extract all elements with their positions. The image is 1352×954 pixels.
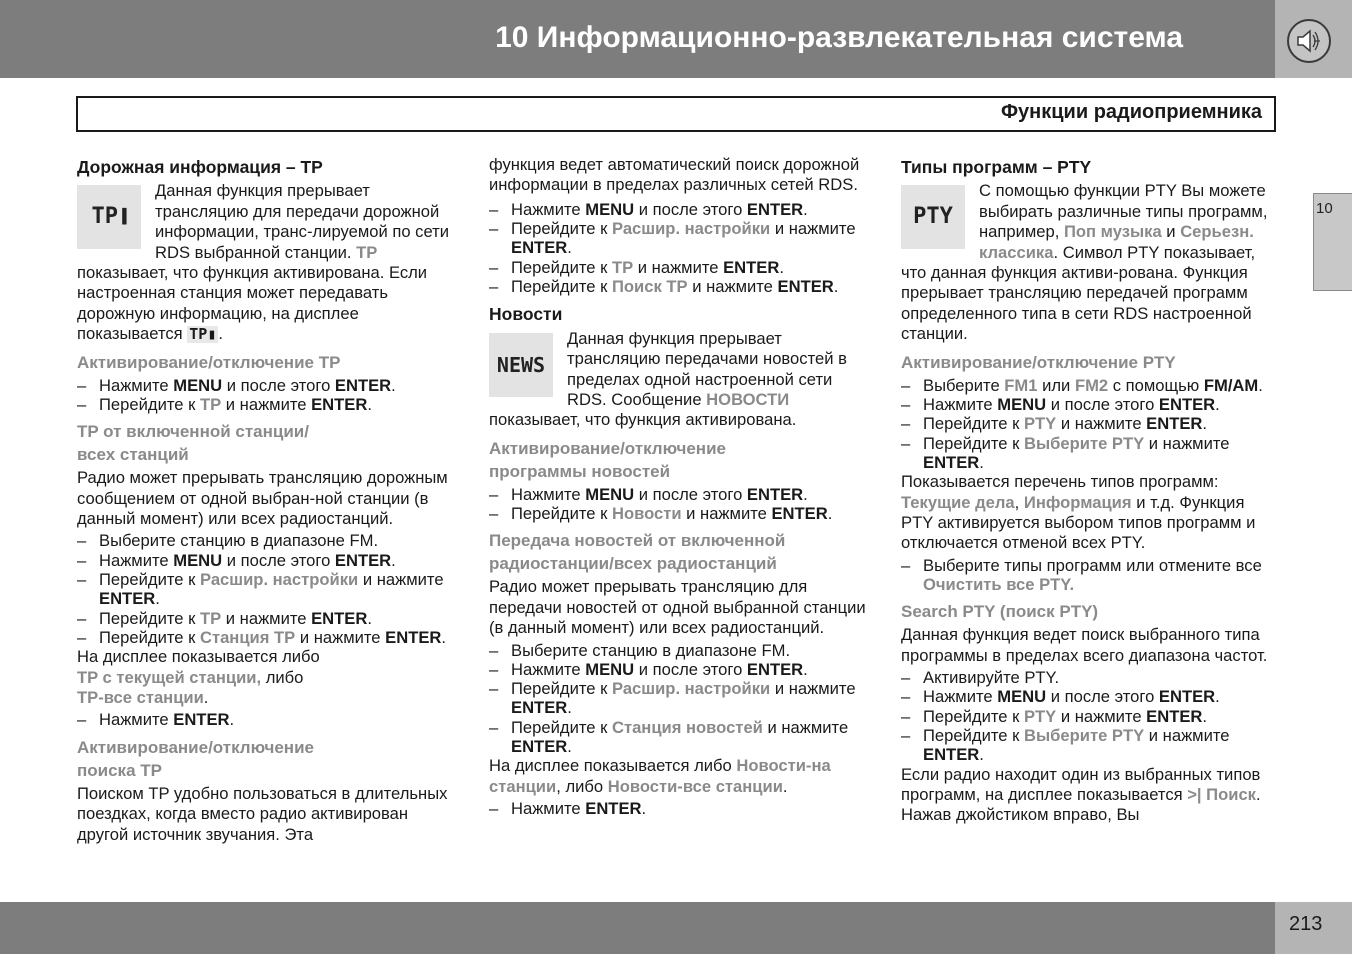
- page-title: 10 Информационно-развлекательная система: [495, 21, 1183, 54]
- list-item: – Выберите станцию в диапазоне FM.: [489, 641, 867, 660]
- news-display-paragraph: На дисплее показывается либо Новости-на станции, либо Новости-все станции.: [489, 756, 831, 796]
- speaker-icon: [1287, 19, 1331, 63]
- column-3: [901, 155, 1281, 826]
- list-item: – Перейдите к Расшир. настройки и нажмите ENTER.: [77, 570, 452, 609]
- list-item: – Нажмите MENU и после этого ENTER.: [901, 395, 1281, 414]
- column-1: [77, 155, 452, 845]
- list-item: – Выберите типы программ или отмените все Очистить все PTY.: [901, 556, 1281, 595]
- list-item: – Выберите FM1 или FM2 с помощью FM/AM.: [901, 376, 1281, 395]
- list-item: – Нажмите MENU и после этого ENTER.: [489, 660, 867, 679]
- news-transmission-paragraph: Радио может прерывать трансляцию для передачи новостей от одной выбранной станции (в данный момент) или всех радиостанций.: [489, 577, 866, 638]
- news-paragraph: Данная функция прерывает трансляцию передачами новостей в пределах одной настроенной сети RDS. Сообщение НОВОСТИ показывает, что функция активирована.: [489, 328, 847, 430]
- header-bar: [0, 0, 1275, 78]
- list-item: – Перейдите к Станция новостей и нажмите ENTER.: [489, 718, 867, 757]
- page-number-box: [1275, 902, 1352, 954]
- list-item: – Перейдите к TP и нажмите ENTER.: [489, 258, 867, 277]
- news-transmission-list: [489, 641, 867, 757]
- section-header: [76, 96, 1276, 132]
- news-press-list: [489, 799, 867, 818]
- chapter-tab[interactable]: [1313, 193, 1352, 291]
- list-item: – Нажмите ENTER.: [77, 710, 452, 729]
- activate-tp-list: [77, 376, 452, 415]
- heading-tp-search: Активирование/отключение поиска TP: [77, 737, 314, 780]
- list-item: – Перейдите к Выберите PTY и нажмите ENTER.: [901, 434, 1281, 473]
- heading-search-pty: Search PTY (поиск PTY): [901, 602, 1099, 622]
- list-item: – Выберите станцию в диапазоне FM.: [77, 531, 452, 550]
- tp-from-paragraph: Радио может прерывать трансляцию дорожным сообщением от одной выбран-ной станции (в данный момент) или всех радиостанций.: [77, 468, 448, 529]
- list-item: – Нажмите MENU и после этого ENTER.: [77, 376, 452, 395]
- section-title: Функции радиоприемника: [1000, 101, 1262, 123]
- heading-traffic-info: Дорожная информация – TP: [77, 157, 323, 177]
- footer-bar: [0, 902, 1275, 954]
- list-item: – Нажмите ENTER.: [489, 799, 867, 818]
- activate-news-list: [489, 485, 867, 524]
- page-number: 213: [1289, 913, 1323, 935]
- list-item: – Перейдите к Новости и нажмите ENTER.: [489, 504, 867, 523]
- search-result-paragraph: Если радио находит один из выбранных типов программ, на дисплее показывается >| Поиск. Нажав джойстиком вправо, Вы: [901, 764, 1261, 825]
- list-item: – Перейдите к PTY и нажмите ENTER.: [901, 414, 1281, 433]
- list-item: – Перейдите к Расшир. настройки и нажмите ENTER.: [489, 219, 867, 258]
- tp-display-paragraph: На дисплее показывается либо TP с текущей станции, либо TP-все станции.: [77, 647, 320, 708]
- list-item: – Перейдите к PTY и нажмите ENTER.: [901, 707, 1281, 726]
- pty-select-list: [901, 556, 1281, 595]
- heading-tp-from-station: TP от включенной станции/ всех станций: [77, 422, 309, 465]
- heading-pty: Типы программ – PTY: [901, 157, 1092, 177]
- pty-paragraph: С помощью функции PTY Вы можете выбирать различные типы программ, например, Поп музыка и Серьезн. классика. Символ PTY показывает, что данная функция активи-рована. Функция прерывает трансляцию передачей программ определенного типа в сети RDS настроенной станции.: [901, 181, 1268, 344]
- pty-symbol-icon: PTY: [901, 185, 965, 249]
- heading-news-transmission: Передача новостей от включенной радиостанции/всех радиостанций: [489, 531, 786, 574]
- heading-activate-news: Активирование/отключение программы новостей: [489, 438, 726, 481]
- header-icon-box: [1275, 0, 1352, 78]
- tp-search-paragraph: Поиском TP удобно пользоваться в длительных поездках, когда вместо радио активирован другой источник звучания. Эта: [77, 783, 448, 844]
- news-symbol-icon: NEWS: [489, 333, 553, 397]
- list-item: – Нажмите MENU и после этого ENTER.: [77, 551, 452, 570]
- tp-search-list: [489, 200, 867, 296]
- list-item: – Перейдите к Расшир. настройки и нажмите ENTER.: [489, 679, 867, 718]
- list-item: – Перейдите к Выберите PTY и нажмите ENTER.: [901, 726, 1281, 765]
- tp-press-list: [77, 710, 452, 729]
- heading-activate-tp: Активирование/отключение TP: [77, 352, 341, 372]
- list-item: – Нажмите MENU и после этого ENTER.: [489, 485, 867, 504]
- list-item: – Перейдите к Поиск TP и нажмите ENTER.: [489, 277, 867, 296]
- list-item: – Перейдите к TP и нажмите ENTER.: [77, 395, 452, 414]
- tp-from-list: [77, 531, 452, 647]
- pty-list-paragraph: Показывается перечень типов программ: Текущие дела, Информация и т.д. Функция PTY активируется выбором типов программ и отключается отменой всех PTY.: [901, 472, 1256, 553]
- list-item: – Активируйте PTY.: [901, 668, 1281, 687]
- search-pty-paragraph: Данная функция ведет поиск выбранного типа программы в пределах всего диапазона частот.: [901, 625, 1268, 665]
- list-item: – Нажмите MENU и после этого ENTER.: [489, 200, 867, 219]
- list-item: – Перейдите к TP и нажмите ENTER.: [77, 609, 452, 628]
- chapter-tab-label: 10: [1316, 200, 1333, 217]
- tp-symbol-icon: TP ▐: [77, 185, 141, 249]
- search-pty-list: [901, 668, 1281, 764]
- column-2: [489, 155, 867, 818]
- tp-paragraph: Данная функция прерывает трансляцию для передачи дорожной информации, транс-лируемой по сети RDS выбранной станции. TP показывает, что функция активирована. Если настроенная станция может передавать дорожную информацию, на дисплее показывается TP▮ .: [77, 181, 450, 344]
- list-item: – Перейдите к Станция TP и нажмите ENTER.: [77, 628, 452, 647]
- tp-search-continued: функция ведет автоматический поиск дорожной информации в пределах различных сетей RDS.: [489, 155, 860, 195]
- heading-news: Новости: [489, 304, 563, 325]
- heading-activate-pty: Активирование/отключение PTY: [901, 352, 1176, 372]
- list-item: – Нажмите MENU и после этого ENTER.: [901, 687, 1281, 706]
- activate-pty-list: [901, 376, 1281, 472]
- tp-inline-icon: TP▮: [189, 325, 217, 344]
